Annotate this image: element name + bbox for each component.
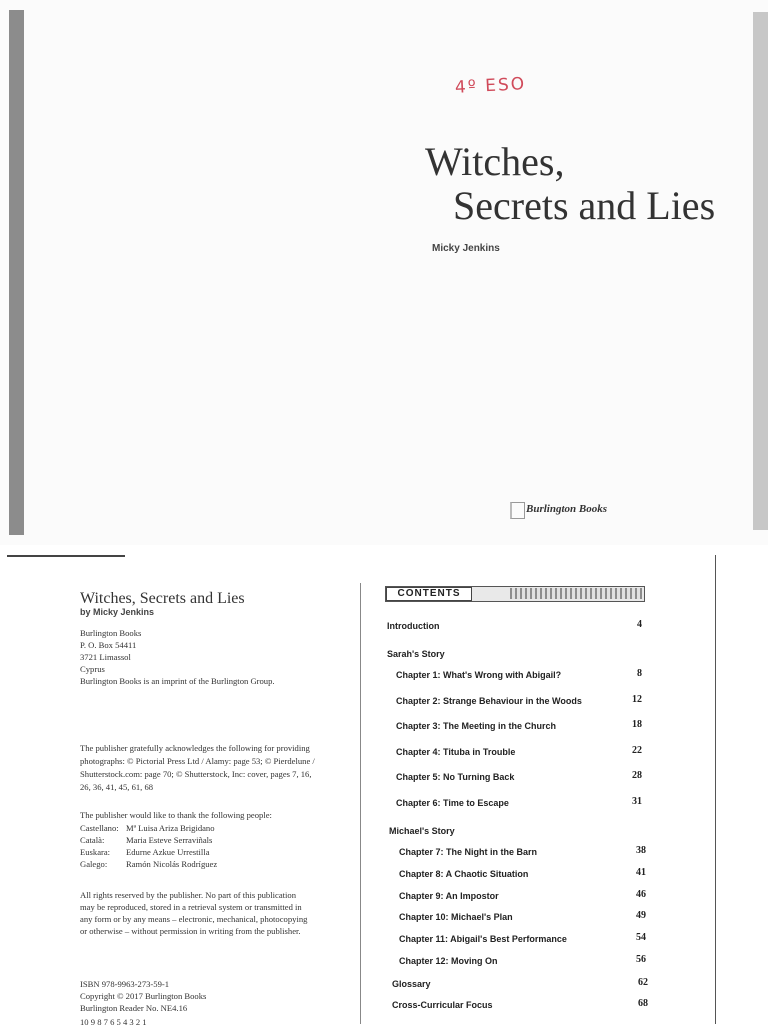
copyright-title: Witches, Secrets and Lies	[80, 590, 245, 607]
thanks-name: Maria Esteve Serraviñals	[126, 835, 213, 845]
acknowledgement-line: The publisher gratefully acknowledges the following for providing	[80, 743, 310, 753]
rights-line: All rights reserved by the publisher. No part of this publication	[80, 890, 296, 900]
sheet-divider	[7, 555, 125, 557]
toc-part-heading: Sarah's Story	[387, 649, 445, 659]
toc-page-number: 12	[632, 694, 642, 705]
publisher-name: Burlington Books	[526, 503, 608, 515]
toc-chapter: Chapter 7: The Night in the Barn	[399, 847, 538, 857]
thanks-name: Ramón Nicolás Rodríguez	[126, 859, 218, 869]
address-line: 3721 Limassol	[80, 652, 131, 662]
address-line: Burlington Books is an imprint of the Burlington Group.	[80, 676, 275, 686]
toc-part-heading: Michael's Story	[389, 826, 455, 836]
thanks-row	[80, 859, 218, 869]
toc-chapter: Chapter 9: An Impostor	[399, 891, 499, 901]
thanks-name: Edurne Azkue Urrestilla	[126, 847, 210, 857]
toc-chapter: Chapter 11: Abigail's Best Performance	[399, 934, 567, 944]
toc-chapter: Chapter 10: Michael's Plan	[399, 912, 513, 922]
toc-chapter: Chapter 5: No Turning Back	[396, 772, 515, 782]
toc-chapter: Chapter 3: The Meeting in the Church	[396, 721, 557, 731]
thanks-row	[80, 847, 210, 857]
toc-page-number: 28	[632, 770, 642, 781]
toc-page-number: 68	[638, 998, 648, 1009]
isbn-line: Copyright © 2017 Burlington Books	[80, 991, 207, 1001]
toc-chapter: Chapter 4: Tituba in Trouble	[396, 747, 516, 757]
rights-line: may be reproduced, stored in a retrieval system or transmitted in	[80, 902, 302, 912]
toc-page-number: 56	[636, 954, 646, 965]
toc-page-number: 38	[636, 845, 646, 856]
handwritten-note: 4º ESO	[454, 74, 527, 98]
printing-line: 10 9 8 7 6 5 4 3 2 1	[80, 1017, 147, 1027]
toc-glossary: Glossary	[392, 979, 431, 989]
isbn-line: ISBN 978-9963-273-59-1	[80, 979, 170, 989]
toc-chapter: Chapter 6: Time to Escape	[396, 798, 509, 808]
thanks-language: Galego:	[80, 859, 108, 869]
rights-line: any form or by any means – electronic, mechanical, photocopying	[80, 914, 308, 924]
toc-page-number: 31	[632, 796, 642, 807]
acknowledgement-line: 26, 36, 41, 45, 61, 68	[80, 782, 154, 792]
copyright-byline: by Micky Jenkins	[80, 607, 155, 617]
toc-page-number: 8	[637, 668, 642, 679]
publisher-logo-icon	[510, 502, 525, 519]
rights-line: or otherwise – without permission in writing from the publisher.	[80, 926, 301, 936]
thanks-row	[80, 835, 213, 845]
toc-page-number: 46	[636, 889, 646, 900]
acknowledgement-line: photographs: © Pictorial Press Ltd / Alamy: page 53; © Pierdelune /	[80, 756, 315, 766]
toc-chapter: Chapter 8: A Chaotic Situation	[399, 869, 529, 879]
toc-cross-curricular: Cross-Curricular Focus	[392, 1000, 493, 1010]
page-edge	[715, 555, 716, 1024]
toc-page-number: 54	[636, 932, 646, 943]
toc-page-number: 22	[632, 745, 642, 756]
isbn-line: Burlington Reader No. NE4.16	[80, 1003, 188, 1013]
thanks-language: Castellano:	[80, 823, 119, 833]
toc-page-number: 49	[636, 910, 646, 921]
toc-page-number: 4	[637, 619, 642, 630]
toc-page-number: 41	[636, 867, 646, 878]
toc-chapter: Chapter 12: Moving On	[399, 956, 498, 966]
thanks-row	[80, 823, 215, 833]
thanks-intro: The publisher would like to thank the following people:	[80, 810, 272, 820]
toc-chapter: Chapter 2: Strange Behaviour in the Woods	[396, 696, 582, 706]
address-line: P. O. Box 54411	[80, 640, 137, 650]
thanks-name: Mª Luisa Ariza Brigidano	[126, 823, 215, 833]
address-line: Cyprus	[80, 664, 105, 674]
toc-page-number: 18	[632, 719, 642, 730]
acknowledgement-line: Shutterstock.com: page 70; © Shutterstock, Inc: cover, pages 7, 16,	[80, 769, 312, 779]
thanks-language: Euskara:	[80, 847, 111, 857]
toc-chapter: Chapter 1: What's Wrong with Abigail?	[396, 670, 562, 680]
contents-heading: CONTENTS	[386, 587, 472, 601]
thanks-language: Català:	[80, 835, 105, 845]
book-title-line2: Secrets and Lies	[453, 183, 716, 228]
book-spine	[360, 583, 361, 1024]
toc-introduction: Introduction	[387, 621, 440, 631]
page-edge-shadow	[9, 10, 24, 535]
address-line: Burlington Books	[80, 628, 142, 638]
toc-page-number: 62	[638, 977, 648, 988]
author-name: Micky Jenkins	[432, 243, 500, 254]
book-title-line1: Witches,	[425, 139, 565, 184]
page-edge-shadow	[753, 12, 768, 530]
contents-banner-pattern	[510, 588, 642, 599]
